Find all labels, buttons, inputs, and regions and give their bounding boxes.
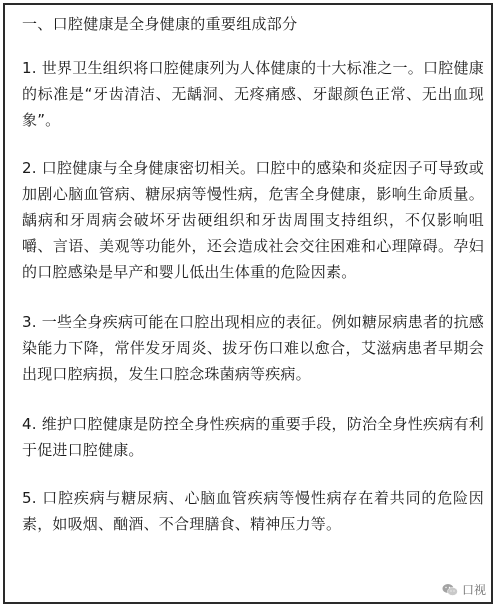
paragraph-5: 5. 口腔疾病与糖尿病、心脑血管疾病等慢性病存在着共同的危险因素，如吸烟、酗酒、不合理膳食、精神压力等。 (22, 489, 484, 533)
paragraph-3: 3. 一些全身疾病可能在口腔出现相应的表征。例如糖尿病患者的抗感染能力下降，常伴发牙周炎、拔牙伤口难以愈合，艾滋病患者早期会出现口腔病损，发生口腔念珠菌病等疾病。 (22, 313, 484, 383)
paragraph-2: 2. 口腔健康与全身健康密切相关。口腔中的感染和炎症因子可导致或加剧心脑血管病、糖尿病等慢性病，危害全身健康，影响生命质量。龋病和牙周病会破坏牙齿硬组织和牙齿周围支持组织，不仅影响咀嚼、言语、美观等功能外，还会造成社会交往困难和心理障碍。孕妇的口腔感染是早产和婴儿低出生体重的危险因素。 (22, 159, 484, 281)
wechat-icon (442, 583, 458, 597)
watermark (442, 581, 486, 598)
section-heading: 一、口腔健康是全身健康的重要组成部分 (22, 15, 298, 33)
watermark-text: 口视 (461, 583, 486, 597)
document-frame (3, 3, 493, 604)
paragraph-1: 1. 世界卫生组织将口腔健康列为人体健康的十大标准之一。口腔健康的标准是“牙齿清洁、无龋洞、无疼痛感、牙龈颜色正常、无出血现象”。 (22, 59, 484, 129)
paragraph-4: 4. 维护口腔健康是防控全身性疾病的重要手段，防治全身性疾病有利于促进口腔健康。 (22, 415, 484, 459)
document-content (22, 13, 484, 561)
